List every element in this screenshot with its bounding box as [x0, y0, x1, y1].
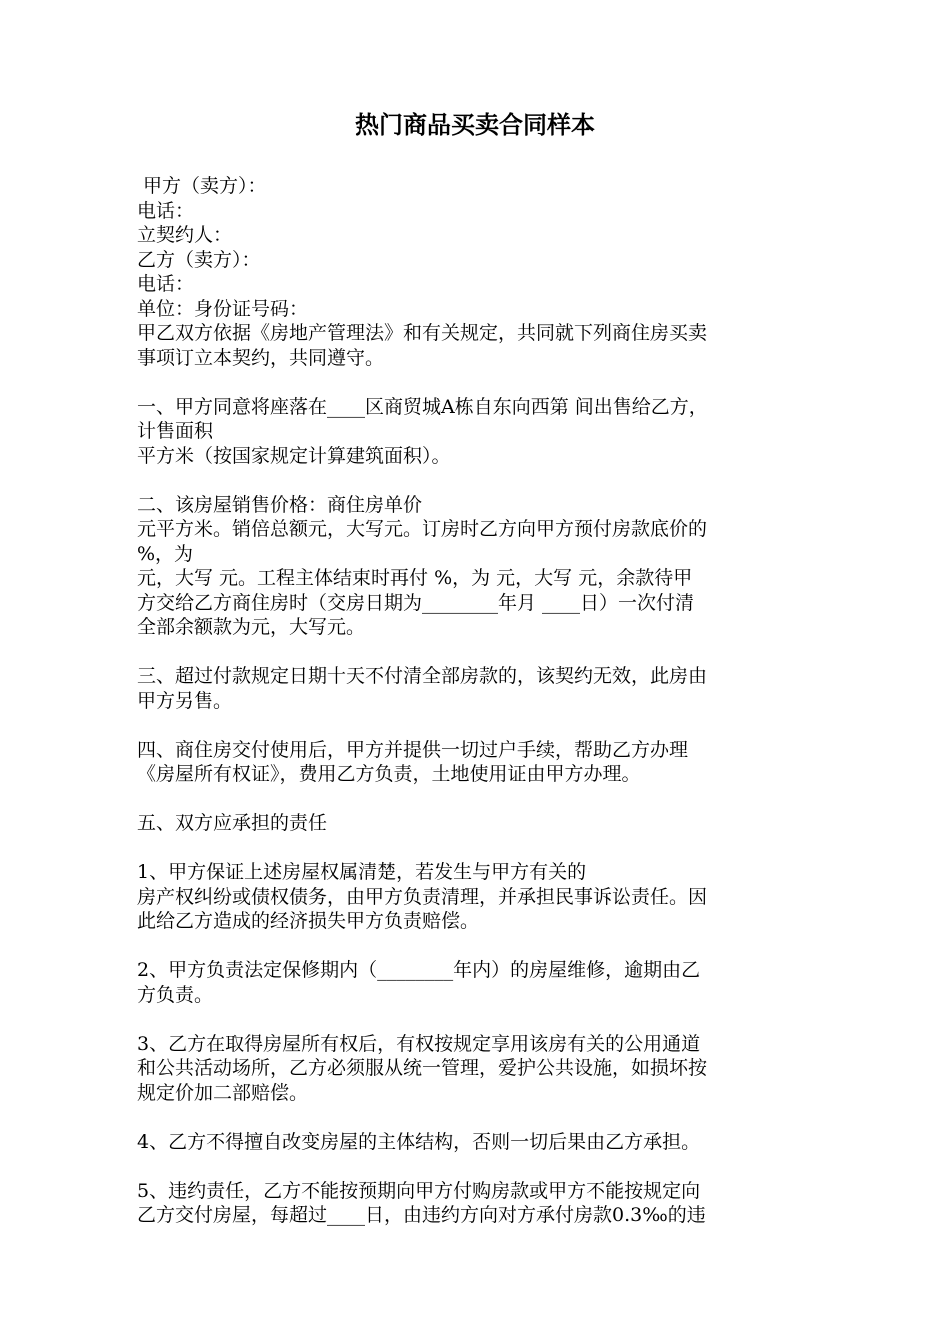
text-line: 3、乙方在取得房屋所有权后，有权按规定享用该房有关的公用通道: [137, 1032, 701, 1055]
text-line: 和公共活动场所，乙方必须服从统一管理，爱护公共设施，如损坏按: [137, 1057, 708, 1079]
text-line: 事项订立本契约，共同遵守。: [137, 346, 385, 369]
text-line: 5、违约责任，乙方不能按预期向甲方付购房款或甲方不能按规定向: [137, 1179, 701, 1202]
text-line: 1、甲方保证上述房屋权属清楚，若发生与甲方有关的: [137, 861, 587, 883]
text-line: 方交给乙方商住房时（交房日期为________年月 ____日）一次付清: [137, 591, 695, 614]
text-line: 甲方（卖方）：: [137, 175, 267, 197]
text-line: 此给乙方造成的经济损失甲方负责赔偿。: [137, 910, 480, 932]
document-title: 热门商品买卖合同样本: [355, 111, 595, 139]
text-line: 五、双方应承担的责任: [137, 812, 328, 834]
paragraph-gap: [137, 836, 837, 861]
document-body: [137, 174, 837, 1228]
text-line: 电话：: [137, 199, 195, 222]
text-line: 全部余额款为元，大写元。: [137, 616, 366, 638]
text-line: 四、商住房交付使用后，甲方并提供一切过户手续，帮助乙方办理: [137, 738, 689, 761]
paragraph-gap: [137, 1007, 837, 1032]
paragraph-gap: [137, 1154, 837, 1179]
text-line: 元，大写 元。工程主体结束时再付 %，为 元，大写 元，余款待甲: [137, 567, 693, 589]
text-line: 甲乙双方依据《房地产管理法》和有关规定，共同就下列商住房买卖: [137, 322, 708, 344]
paragraph-gap: [137, 370, 837, 395]
text-line: 单位：身份证号码：: [137, 297, 309, 320]
paragraph-gap: [137, 468, 837, 493]
text-line: %，为: [137, 542, 194, 565]
text-line: 甲方另售。: [137, 689, 233, 712]
text-line: 电话：: [137, 273, 195, 295]
paragraph-gap: [137, 1105, 837, 1130]
text-line: 二、该房屋销售价格：商住房单价: [137, 493, 423, 516]
paragraph-gap: [137, 934, 837, 959]
text-line: 一、甲方同意将座落在____区商贸城A栋自东向西第 间出售给乙方，: [137, 395, 708, 418]
text-line: 房产权纠纷或债权债务，由甲方负责清理，并承担民事诉讼责任。因: [137, 885, 708, 908]
text-line: 乙方（卖方）：: [137, 248, 261, 271]
text-line: 《房屋所有权证》，费用乙方负责，土地使用证由甲方办理。: [137, 763, 641, 785]
paragraph-gap: [137, 713, 837, 738]
text-line: 计售面积: [137, 420, 214, 442]
text-line: 元平方米。销倍总额元，大写元。订房时乙方向甲方预付房款底价的: [137, 518, 708, 540]
text-line: 2、甲方负责法定保修期内（________年内）的房屋维修，逾期由乙: [137, 959, 701, 981]
text-line: 4、乙方不得擅自改变房屋的主体结构，否则一切后果由乙方承担。: [137, 1130, 701, 1153]
text-line: 方负责。: [137, 983, 214, 1006]
text-line: 乙方交付房屋，每超过____日，由违约方向对方承付房款0.3‰的违: [137, 1204, 706, 1226]
text-line: 平方米（按国家规定计算建筑面积）。: [137, 444, 451, 467]
text-line: 立契约人：: [137, 224, 233, 246]
text-line: 规定价加二部赔偿。: [137, 1081, 309, 1104]
text-line: 三、超过付款规定日期十天不付清全部房款的，该契约无效，此房由: [137, 665, 708, 687]
paragraph-gap: [137, 787, 837, 812]
paragraph-gap: [137, 640, 837, 665]
